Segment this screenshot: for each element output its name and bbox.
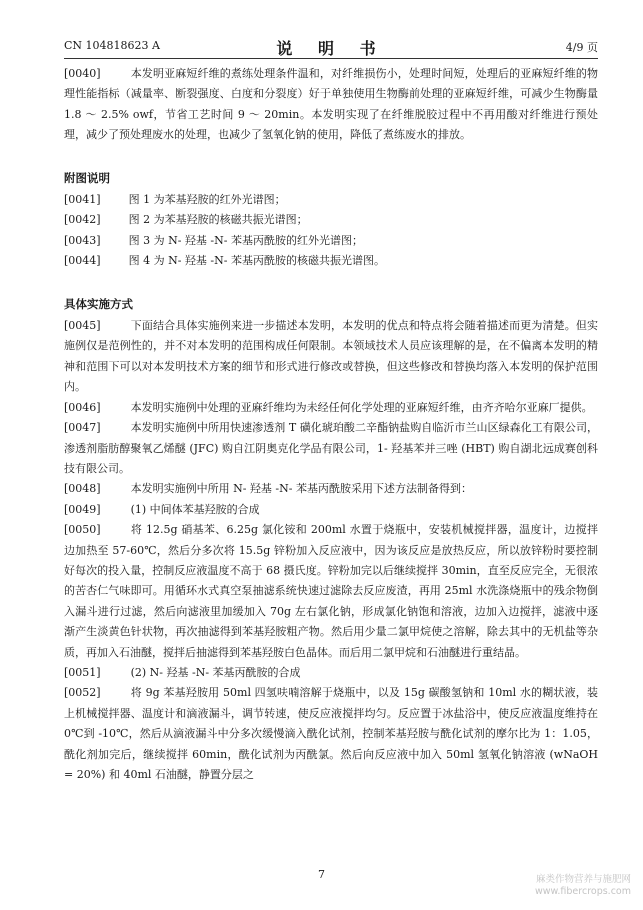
watermark	[535, 874, 631, 898]
paragraph	[64, 316, 598, 398]
paragraph-number: [0046]	[64, 400, 101, 414]
paragraph	[64, 251, 598, 271]
paragraph-number: [0043]	[64, 233, 101, 247]
page-number: 7	[318, 868, 325, 881]
paragraph-number: [0047]	[64, 421, 101, 435]
paragraph	[64, 398, 598, 418]
paragraph	[64, 210, 598, 230]
paragraph-text: (2) N- 羟基 -N- 苯基丙酰胺的合成	[130, 665, 301, 679]
paragraph-number: [0042]	[64, 213, 101, 227]
paragraph-number: [0040]	[64, 67, 101, 80]
paragraph	[64, 418, 598, 479]
publication-number: CN 104818623 A	[64, 39, 160, 52]
paragraph	[64, 520, 598, 663]
paragraph-number: [0041]	[64, 193, 101, 207]
document-body	[64, 64, 598, 785]
paragraph-text: (1) 中间体苯基羟胺的合成	[130, 502, 260, 516]
paragraph	[64, 683, 598, 785]
paragraph-text: 图 3 为 N- 羟基 -N- 苯基丙酰胺的红外光谱图；	[128, 233, 363, 247]
paragraph-text: 图 1 为苯基羟胺的红外光谱图；	[128, 193, 286, 207]
section-heading: 附图说明	[64, 170, 110, 185]
watermark-text: 麻类作物营养与施肥网	[535, 874, 631, 885]
paragraph-text: 图 2 为苯基羟胺的核磁共振光谱图；	[128, 213, 308, 227]
document-title: 说 明 书	[276, 39, 386, 58]
page-header	[64, 36, 598, 56]
paragraph-number: [0045]	[64, 319, 101, 333]
paragraph-number: [0049]	[64, 502, 101, 516]
header-divider	[64, 58, 598, 59]
paragraph-text: 本发明实施例中所用 N- 羟基 -N- 苯基丙酰胺采用下述方法制备得到：	[130, 482, 472, 496]
paragraph-number: [0052]	[64, 686, 101, 700]
paragraph	[64, 479, 598, 499]
paragraph-number: [0048]	[64, 482, 101, 496]
paragraph	[64, 500, 598, 520]
section-heading: 具体实施方式	[64, 296, 133, 311]
paragraph	[64, 231, 598, 251]
paragraph	[64, 190, 598, 210]
paragraph-text: 图 4 为 N- 羟基 -N- 苯基丙酰胺的核磁共振光谱图。	[128, 254, 385, 268]
page-count: 4/9 页	[565, 41, 598, 54]
paragraph-number: [0050]	[64, 523, 101, 537]
paragraph-text: 本发明亚麻短纤维的煮练处理条件温和，对纤维损伤小，处理时间短，处理后的亚麻短纤维的物理性能指标（减量率、断裂强度、白度和分裂度）好于单独使用生物酶前处理的亚麻短纤维，可减少生物酶量 1.8 ～ 2.5% owf，节省工艺时间 9 ～ 20min。本发明实现了在纤维脱胶过程中不再用酸对纤维进行预处理，减少了预处理废水的处理，也减少了氢氧化钠的使用，降低了煮练废水的排放。	[64, 67, 598, 142]
watermark-url: www.fibercrops.com	[534, 886, 631, 897]
paragraph-text: 将 12.5g 硝基苯、6.25g 氯化铵和 200ml 水置于烧瓶中，安装机械搅拌器，温度计，边搅拌边加热至 57-60℃，然后分多次将 15.5g 锌粉加入反应液中，因为该反应是放热反应，所以放锌粉时要控制好每次的投入量，控制反应液温度不高于 68 摄氏度。锌粉加完以后继续搅拌 30min，直至反应完全，无很浓的苦杏仁气味即可。用循环水式真空泵抽滤系统快速过滤除去反应废渣，再用 25ml 水洗涤烧瓶中的残余物倒入漏斗进行过滤，然后向滤液里加缓加入 70g 左右氯化钠，形成氯化钠饱和溶液，边加入边搅拌，滤液中逐渐产生淡黄色针状物，再次抽滤得到苯基羟胺粗产物。然后用少量二氯甲烷使之溶解，除去其中的无机盐等杂质，再加入石油醚，搅拌后抽滤得到苯基羟胺白色晶体。而后用二氯甲烷和石油醚进行重结晶。	[64, 523, 598, 659]
paragraph	[64, 663, 598, 683]
paragraph-text: 将 9g 苯基羟胺用 50ml 四氢呋喃溶解于烧瓶中，以及 15g 碳酸氢钠和 10ml 水的糊状液，装上机械搅拌器、温度计和滴液漏斗，调节转速，使反应液搅拌均匀。反应置于冰盐浴中，使反应液温度维持在 0℃到 -10℃，然后从滴液漏斗中分多次缓慢滴入酰化试剂，控制苯基羟胺与酰化试剂的摩尔比为 1：1.05，酰化剂加完后，继续搅拌 60min，酰化试剂为丙酰氯。然后向反应液中加入 50ml 氢氧化钠溶液 (wNaOH = 20%) 和 40ml 石油醚，静置分层之	[64, 686, 598, 781]
paragraph-text: 下面结合具体实施例来进一步描述本发明，本发明的优点和特点将会随着描述而更为清楚。但实施例仅是范例性的，并不对本发明的范围构成任何限制。本领域技术人员应该理解的是，在不偏离本发明的精神和范围下可以对本发明技术方案的细节和形式进行修改或替换，但这些修改和替换均落入本发明的保护范围内。	[64, 319, 598, 394]
paragraph-text: 本发明实施例中所用快速渗透剂 T 磺化琥珀酸二辛酯钠盐购自临沂市兰山区绿森化工有限公司，渗透剂脂肪醇聚氧乙烯醚 (JFC) 购自江阴奥克化学品有限公司，1- 羟基苯并三唑 (HBT) 购自湖北远成赛创科技有限公司。	[64, 421, 598, 475]
paragraph	[64, 64, 598, 146]
paragraph-text: 本发明实施例中处理的亚麻纤维均为未经任何化学处理的亚麻短纤维，由齐齐哈尔亚麻厂提供。	[130, 400, 593, 414]
paragraph-number: [0051]	[64, 665, 101, 679]
paragraph-number: [0044]	[64, 254, 101, 268]
